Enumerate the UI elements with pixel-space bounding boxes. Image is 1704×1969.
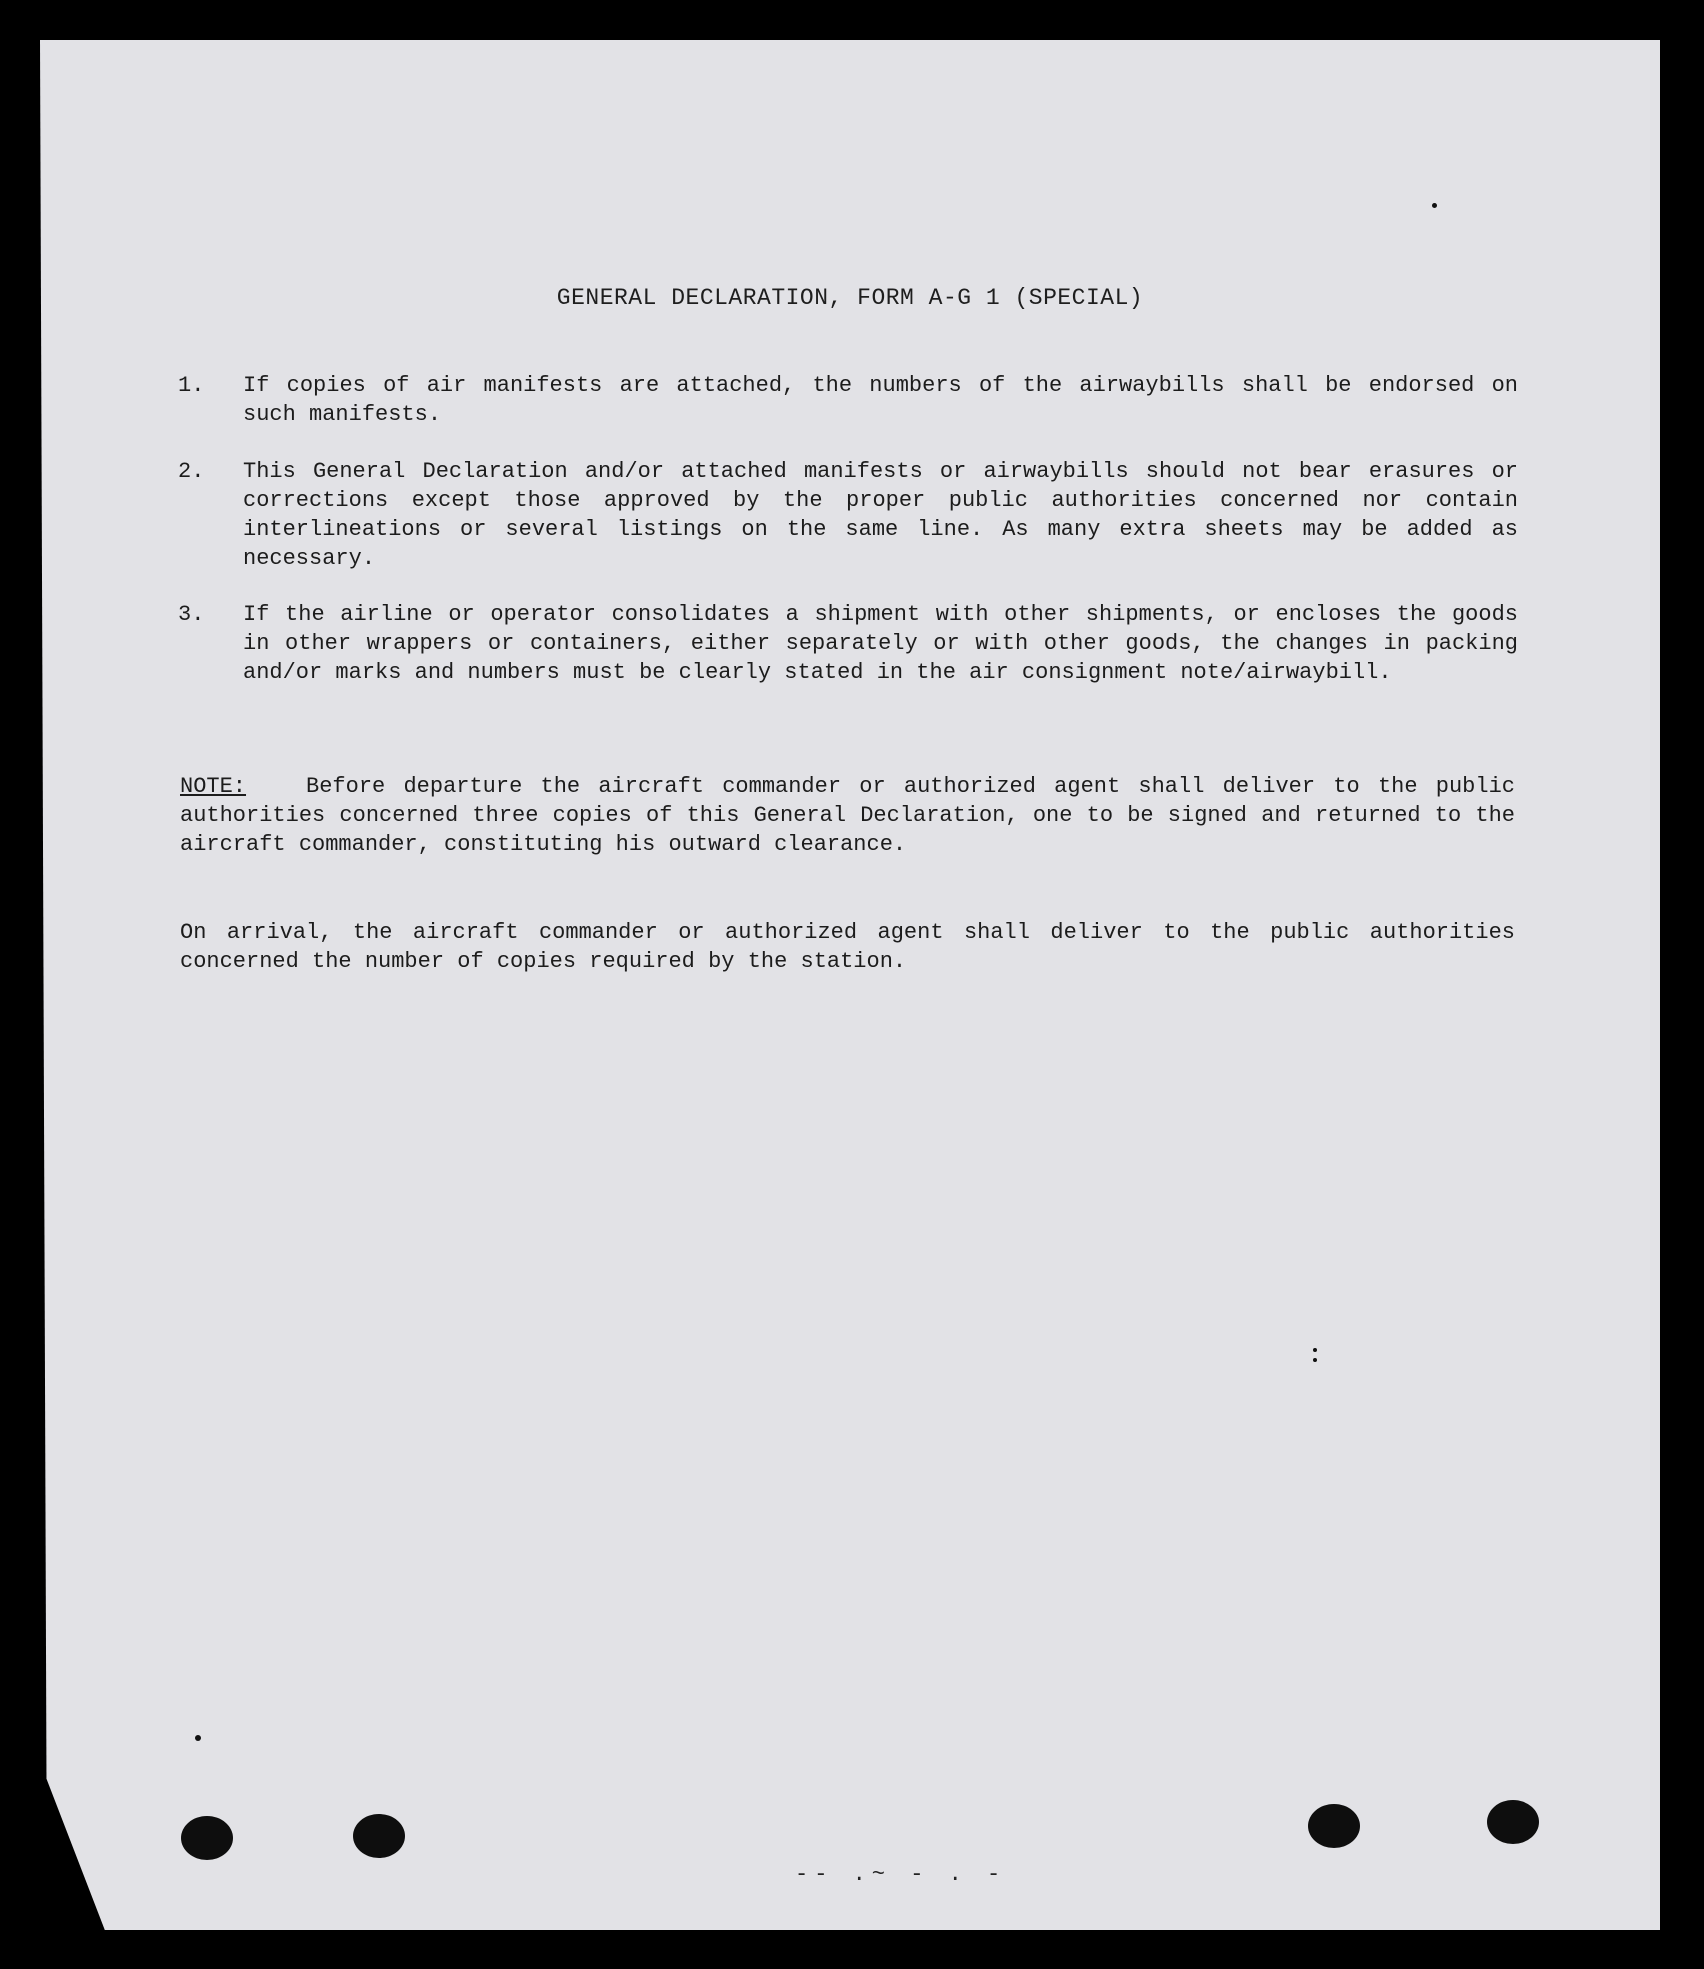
note-text: Before departure the aircraft commander or authorized agent shall deliver to the public authorities concerned three copies of this General Declaration, one to be signed and returned to the aircraft commander, constituting his outward clearance. [180, 774, 1515, 857]
document-title: GENERAL DECLARATION, FORM A-G 1 (SPECIAL) [556, 285, 1144, 311]
item-text: If the airline or operator consolidates a shipment with other shipments, or encloses the goods in other wrappers or containers, either separately or with other goods, the changes in packing and/or marks and numbers must be clearly stated in the air consignment note/airwaybill. [243, 602, 1518, 685]
bottom-marks: -- .~ - . - [795, 1862, 1007, 1887]
instruction-item-3 [178, 600, 1518, 687]
item-number: 2. [178, 459, 205, 484]
scan-speck [195, 1735, 201, 1741]
note-paragraph [180, 772, 1515, 859]
instruction-item-1 [178, 371, 1518, 429]
punch-hole [353, 1814, 405, 1858]
item-number: 1. [178, 373, 205, 398]
item-number: 3. [178, 602, 205, 627]
scan-speck [1313, 1358, 1317, 1362]
punch-hole [1487, 1800, 1539, 1844]
punch-hole [181, 1816, 233, 1860]
instruction-item-2 [178, 457, 1518, 573]
document-sheet [40, 40, 1660, 1930]
punch-hole [1308, 1804, 1360, 1848]
arrival-paragraph: On arrival, the aircraft commander or authorized agent shall deliver to the public authorities concerned the number of copies required by the station. [180, 920, 1515, 974]
scan-speck [1432, 203, 1437, 208]
item-text: This General Declaration and/or attached manifests or airwaybills should not bear erasures or corrections except those approved by the proper public authorities concerned nor contain interlineations or several listings on the same line. As many extra sheets may be added as necessary. [243, 459, 1518, 571]
scan-speck [1313, 1348, 1317, 1352]
item-text: If copies of air manifests are attached, the numbers of the airwaybills shall be endorsed on such manifests. [243, 373, 1518, 427]
note-label: NOTE: [180, 774, 247, 799]
